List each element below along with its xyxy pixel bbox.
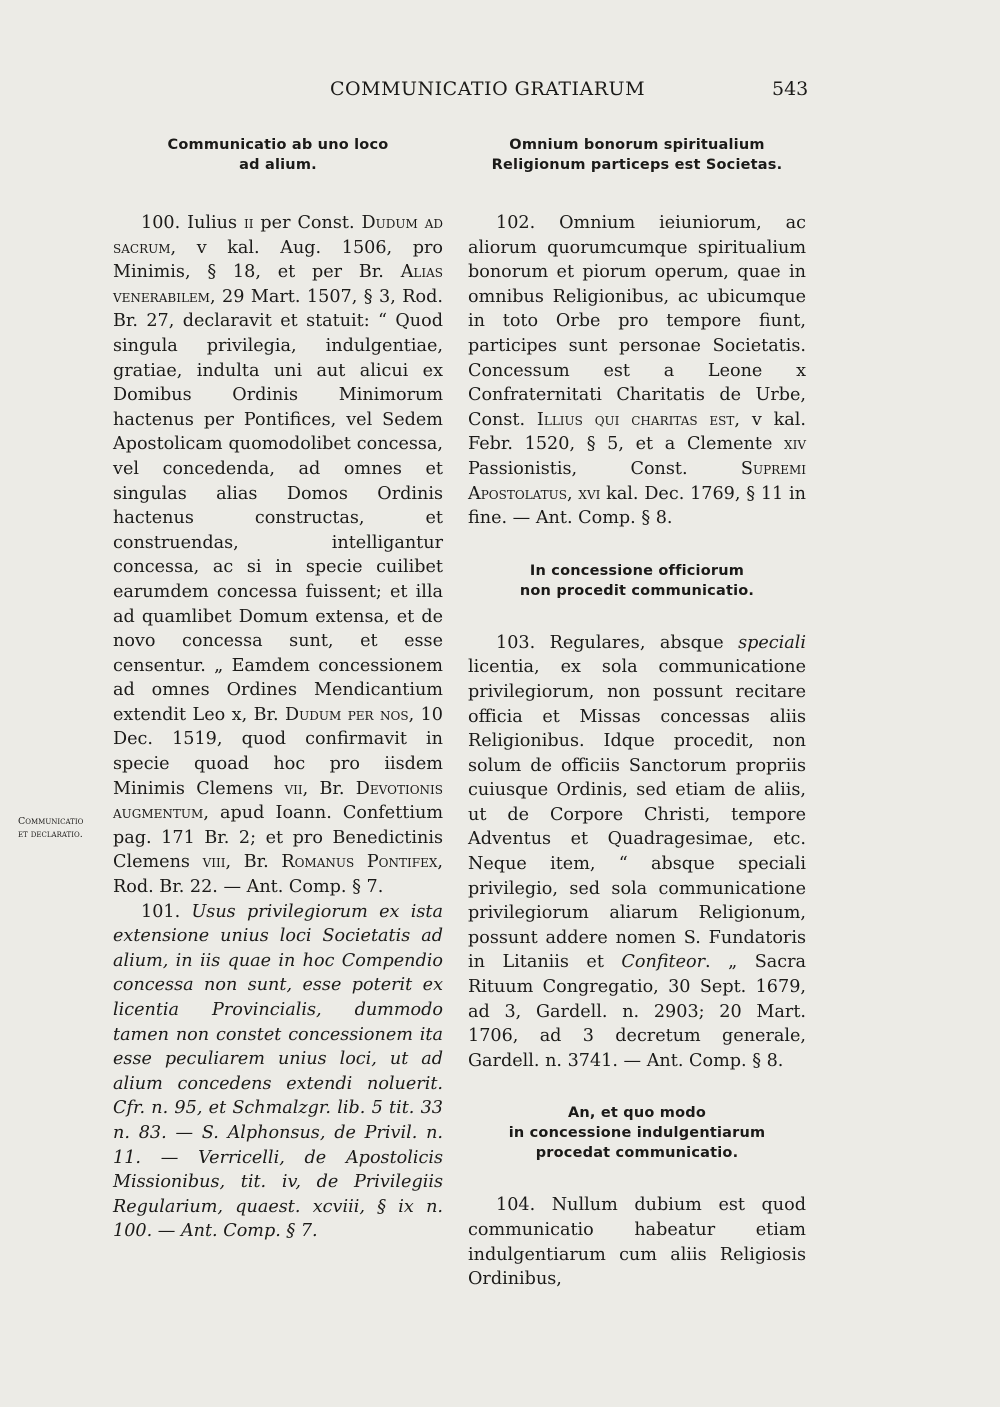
paragraph-104 [468,1193,806,1291]
text-run: , v kal. Aug. 1506, pro Minimis, § 18, et per Br. [113,237,443,283]
paragraph-number: 101. [141,901,192,922]
margin-note-line: Communicatio [18,816,84,827]
document-title: Supremi Apostolatus [468,458,806,504]
section-heading [468,561,806,601]
text-run: licentia, ex sola communicatione privilegiorum, non possunt recitare officia et Missas concessas aliis Religionibus. Idque procedit, non solum de officiis Sanctorum propriis cuiusque Ordinis, sed etiam de aliis, ut de Corpore Christi, tempore Adventus et Quadragesimae, etc. Neque item, “ absque speciali privilegio, sed sola communicatione privilegiorum aliarum Religionum, possunt addere nomen S. Fundatoris in Litaniis et [468,657,806,973]
paragraph-102 [468,211,806,531]
heading-line: In concessione officiorum [529,562,745,579]
paragraph-100 [113,211,443,900]
heading-line: Religionum particeps est Societas. [491,157,783,173]
running-head: COMMUNICATIO GRATIARUM [330,78,646,100]
paragraph-101 [113,900,443,1244]
document-title: Illius qui charitas est [536,409,735,430]
heading-line: non procedit communicatio. [519,582,755,599]
heading-line: An, et quo modo [567,1105,707,1122]
roman-numeral: xvi [578,483,601,504]
section-heading [113,135,443,175]
margin-note [18,815,106,841]
left-column [113,135,443,1244]
document-title: Alias venerabilem [113,262,443,307]
text-run: , 10 Dec. 1519, quod confirmavit in specie quoad hoc pro iisdem Minimis Clemens [113,704,444,799]
heading-line: in concessione indulgentiarum [508,1125,766,1142]
text-run: Usus privilegiorum ex ista extensione unius loci Societatis ad alium, in iis quae in hoc Compendio concessa non sunt, esse poterit ex licentia Provincialis, dummodo tamen non constet concessionem ita esse peculiarem unius loci, ut ad alium concedens extendi noluerit. Cfr. n. 95, et Schmalzgr. lib. 5 tit. 33 n. 83. — S. Alphonsus, de Privil. n. 11. — Verricelli, de Apostolicis Missionibus, tit. iv, de Privilegiis Regularium, quaest. xcviii, § ix n. 100. — Ant. Comp. § 7. [113,901,443,1242]
text-run: , Br. [225,852,282,873]
text-run: Passionistis, Const. [468,458,741,479]
text-run: 100. Iulius [141,213,244,233]
text-run: kal. Dec. 1769, § 11 in fine. — Ant. Comp. § 8. [468,483,807,529]
text-run: 104. Nullum dubium est quod communicatio habeatur etiam indulgentiarum cum aliis Religiosis Ordinibus, [468,1195,806,1290]
text-run: , v kal. Febr. 1520, § 5, et a Clemente [468,409,806,455]
heading-line: procedat communicatio. [535,1145,739,1162]
text-run: 102. Omnium ieiuniorum, ac aliorum quorumcumque spiritualium bonorum et piorum operum, quae in omnibus Religionibus, ac ubicumque in toto Orbe pro tempore fiunt, participes sunt personae Societatis. Concessum est a Leone x Confraternitati Charitatis de Urbe, Const. [468,213,806,430]
roman-numeral: viii [202,852,226,873]
text-run: . „ Sacra Rituum Congregatio, 30 Sept. 1679, ad 3, Gardell. n. 2903; 20 Mart. 1706, ad 3 decretum generale, Gardell. n. 3741. — Ant. Comp. § 8. [468,952,807,1071]
text-run: per Const. [253,213,362,233]
page-number: 543 [772,78,809,100]
document-title: Dudum ad sacrum [113,213,443,258]
emphasis: Confiteor [621,952,706,973]
roman-numeral: xiv [784,434,806,455]
section-heading [468,135,806,175]
document-title: Devotionis augmentum [113,778,443,824]
heading-line: Omnium bonorum spiritualium [509,137,765,153]
text-run: 103. Regulares, absque [496,632,739,653]
document-title: Dudum per nos [285,704,409,725]
text-run: , 29 Mart. 1507, § 3, Rod. Br. 27, declaravit et statuit: “ Quod singula privilegia, indulgentiae, gratiae, indulta uni aut alicui ex Domibus Ordinis Minimorum hactenus per Pontifices, vel Sedem Apostolicam quomodolibet concessa, vel concedenda, ad omnes et singulas alias Domos Ordinis hactenus constructas, et construendas, intelligantur concessa, ac si in specie cuilibet earumdem concessa fuissent; et illa ad quamlibet Domum extensa, et de novo concessa sunt, et esse censentur. „ Eamdem concessionem ad omnes Ordines Mendicantium extendit Leo x, Br. [113,286,443,725]
text-run: , apud Ioann. Confettium pag. 171 Br. 2; et pro Benedictinis Clemens [113,803,443,873]
emphasis: speciali [738,632,806,653]
section-heading [468,1103,806,1163]
roman-numeral: ii [243,213,254,233]
right-column [468,135,806,1292]
text-run: , [567,483,579,504]
margin-note-line: et declaratio. [18,829,83,840]
paragraph-103 [468,631,806,1074]
text-run: , Rod. Br. 22. — Ant. Comp. § 7. [113,852,443,898]
roman-numeral: vii [284,778,303,799]
document-title: Romanus Pontifex [281,852,438,873]
heading-line: Communicatio ab uno loco [167,137,389,153]
heading-line: ad alium. [239,157,317,173]
text-run: , Br. [302,778,356,799]
